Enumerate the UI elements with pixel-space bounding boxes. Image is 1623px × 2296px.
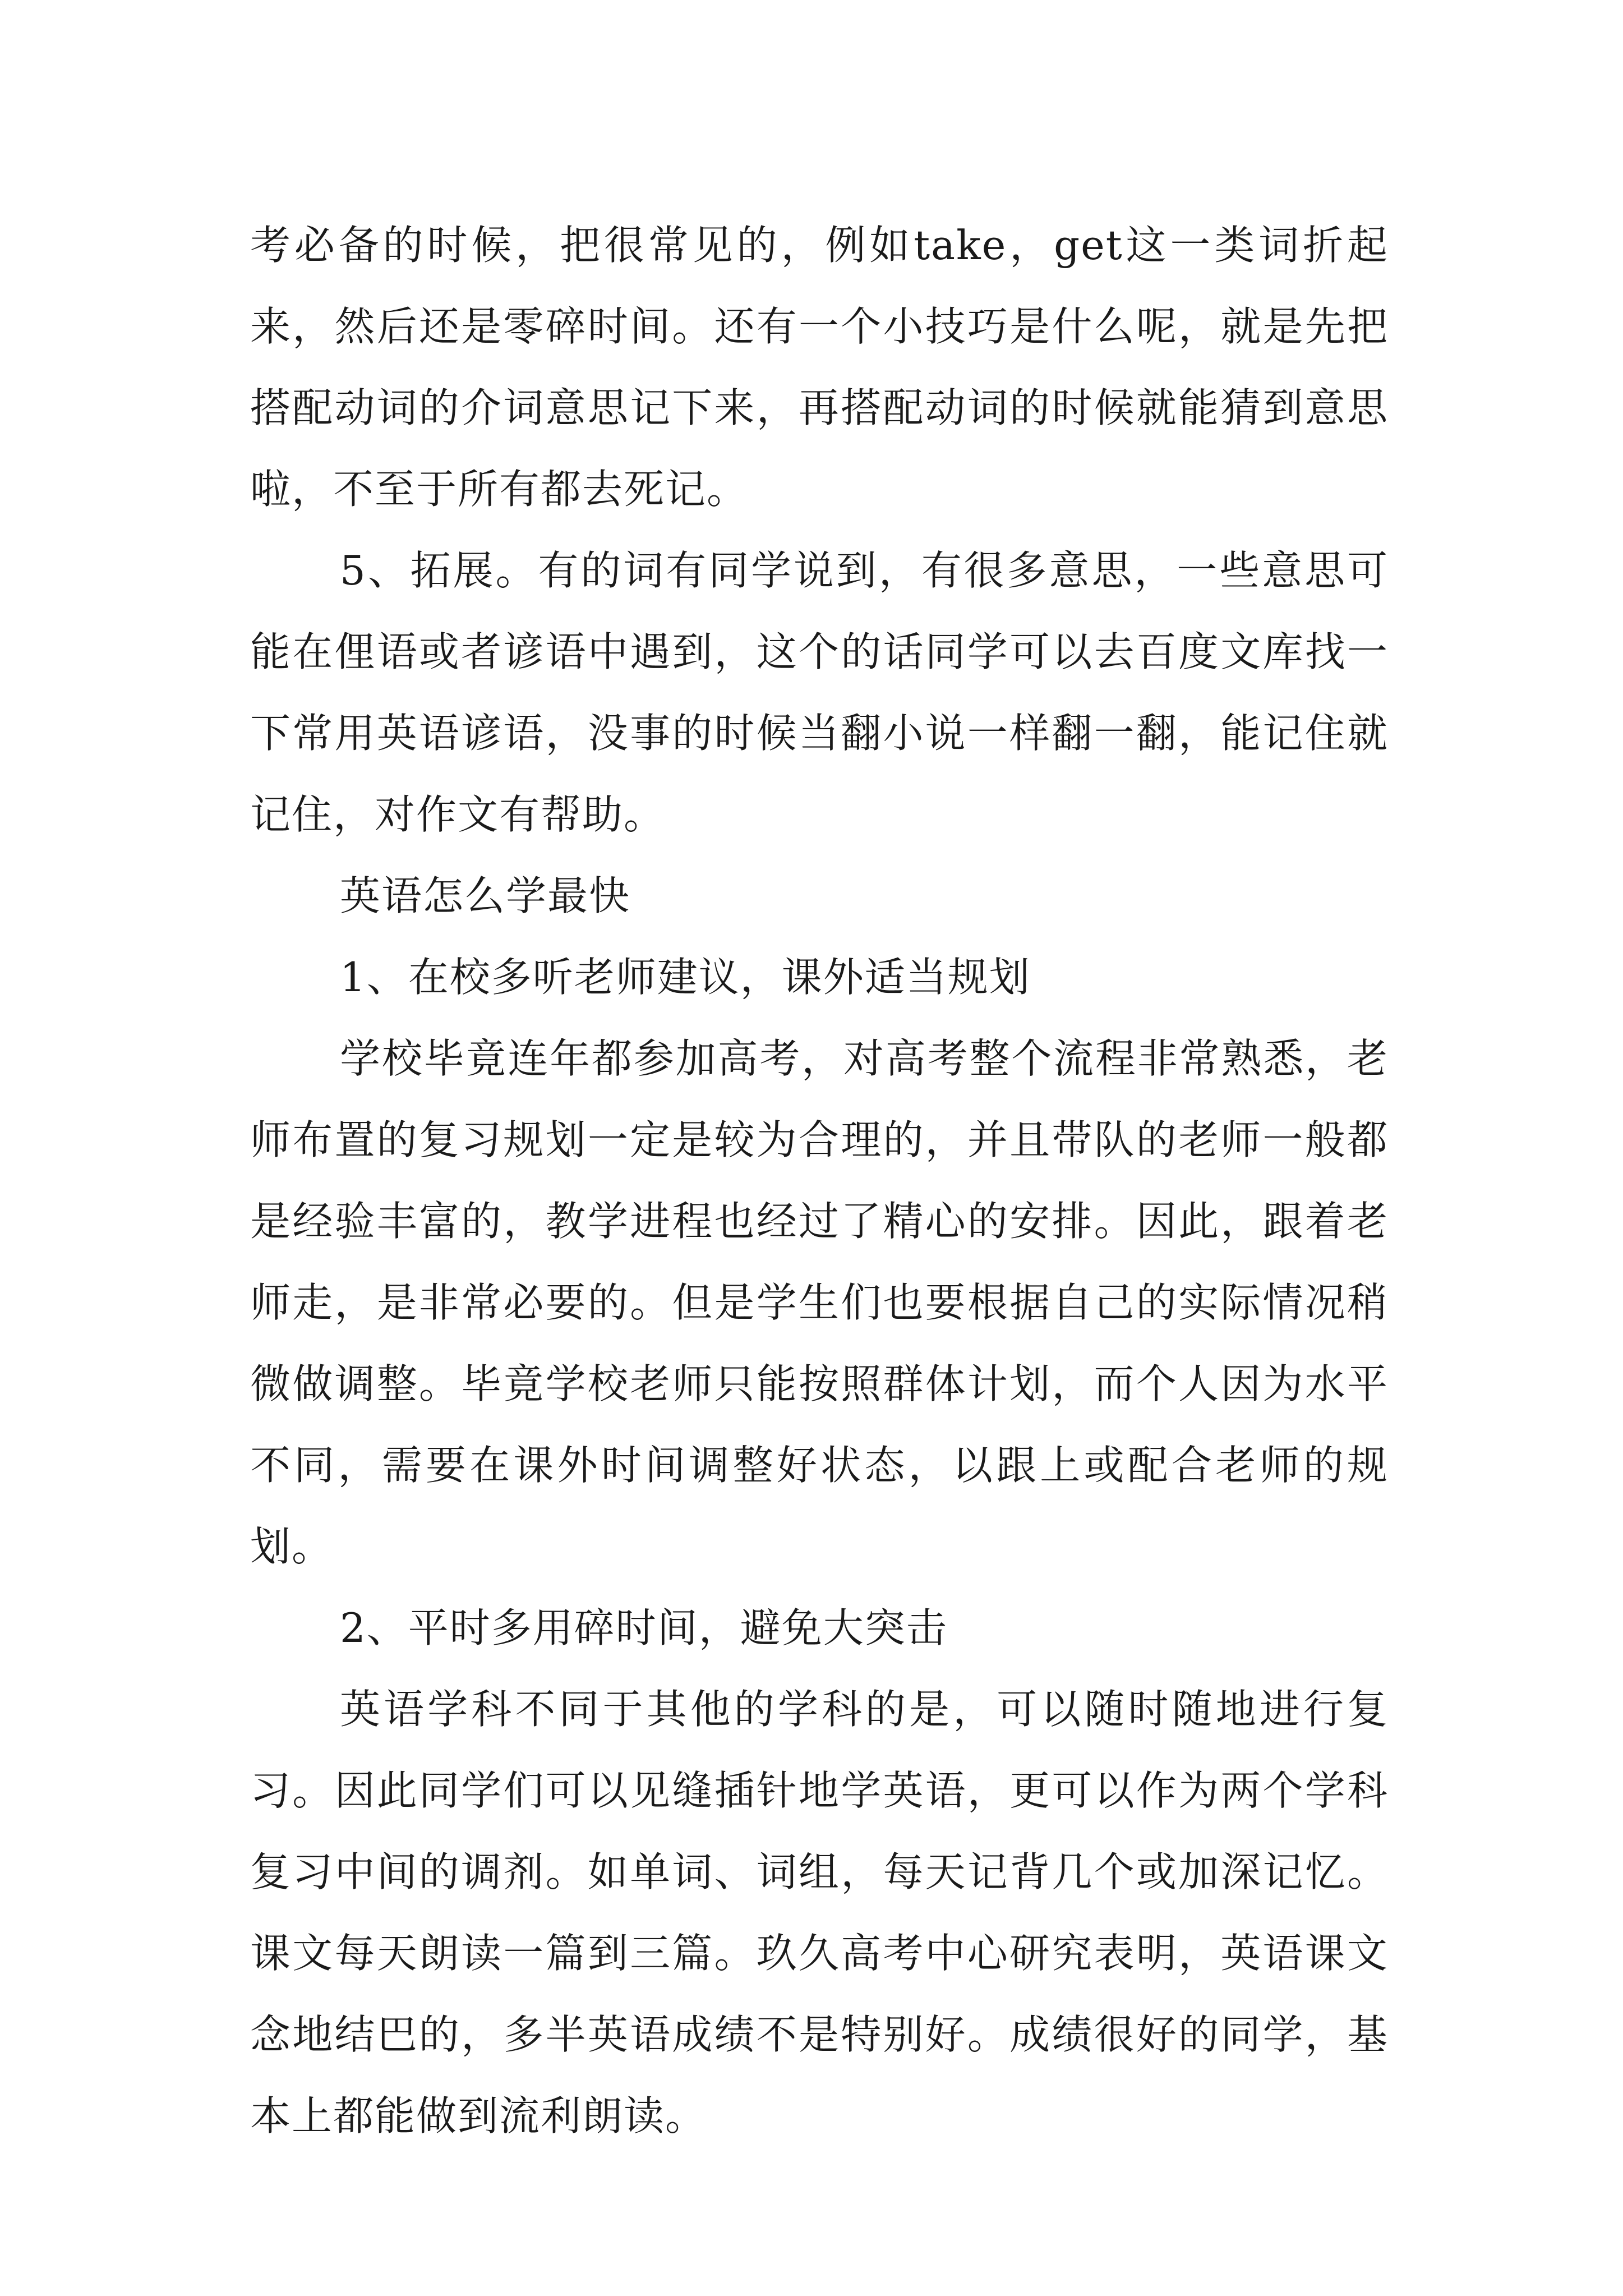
subheading-1: 1、在校多听老师建议，课外适当规划 (340, 954, 1031, 1001)
paragraph-school-advice: 学校毕竟连年都参加高考，对高考整个流程非常熟悉，老师布置的复习规划一定是较为合理的，并且带队的老师一般都是经验丰富的，教学进程也经过了精心的安排。因此，跟着老师走，是非常必要的。但是学生们也要根据自己的实际情况稍微做调整。毕竟学校老师只能按照群体计划，而个人因为水平不同，需要在课外时间调整好状态，以跟上或配合老师的规划。 (250, 1035, 1389, 1570)
paragraph-expand: 5、拓展。有的词有同学说到，有很多意思，一些意思可能在俚语或者谚语中遇到，这个的话同学可以去百度文库找一下常用英语谚语，没事的时候当翻小说一样翻一翻，能记住就记住，对作文有帮助。 (250, 547, 1389, 838)
subheading-2: 2、平时多用碎时间，避免大突击 (340, 1604, 948, 1651)
section-heading: 英语怎么学最快 (340, 872, 631, 919)
paragraph-continued: 考必备的时候，把很常见的，例如take，get这一类词折起来，然后还是零碎时间。还有一个小技巧是什么呢，就是先把搭配动词的介词意思记下来，再搭配动词的时候就能猜到意思啦，不至于所有都去死记。 (250, 222, 1389, 513)
document-body (250, 205, 1389, 2157)
paragraph-fragment-time: 英语学科不同于其他的学科的是，可以随时随地进行复习。因此同学们可以见缝插针地学英语，更可以作为两个学科复习中间的调剂。如单词、词组，每天记背几个或加深记忆。课文每天朗读一篇到三篇。玖久高考中心研究表明，英语课文念地结巴的，多半英语成绩不是特别好。成绩很好的同学，基本上都能做到流利朗读。 (250, 1686, 1389, 2139)
